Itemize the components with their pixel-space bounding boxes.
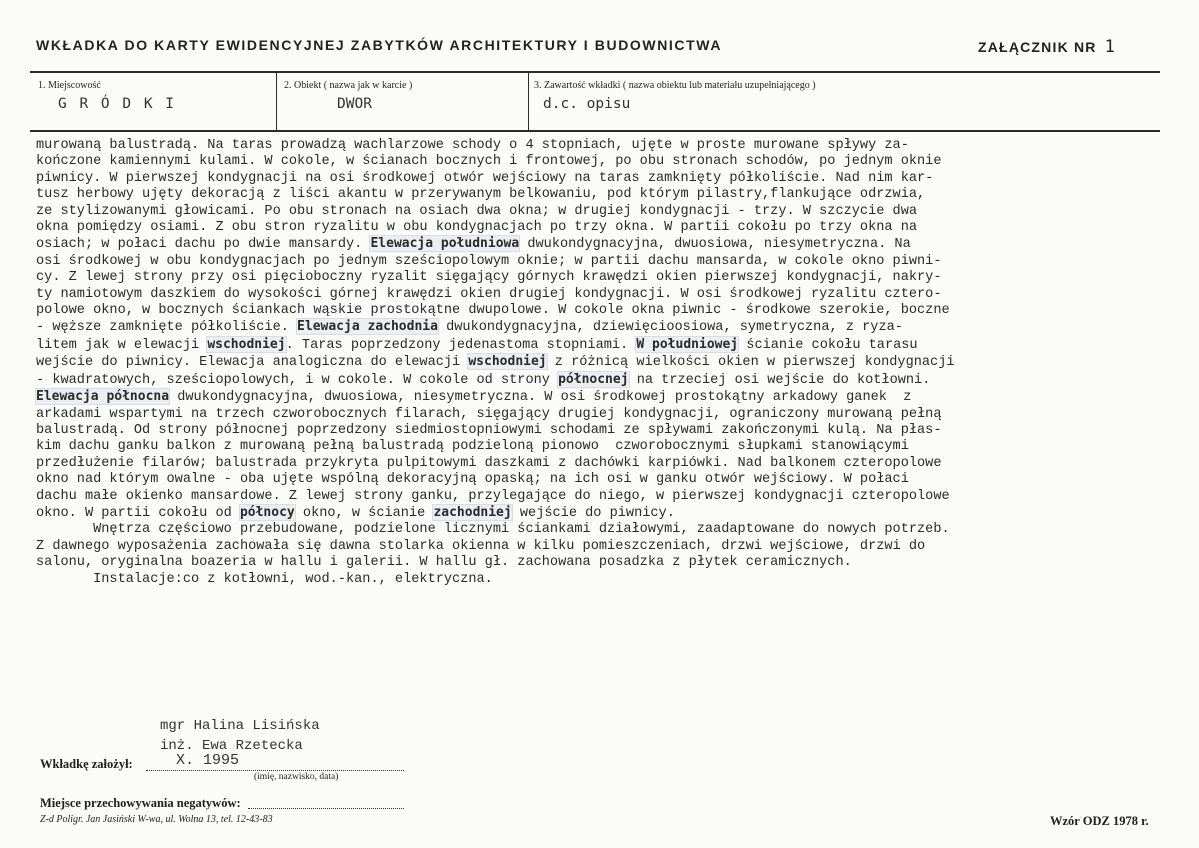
text-segment: dachu małe okienko mansardowe. Z lewej strony ganku, przylegające do niego, w pierwszej kondygnacji czteropolowe: [36, 488, 950, 504]
text-segment: na trzeciej osi wejście do kotłowni.: [628, 372, 931, 388]
text-segment: Instalacje:co z kotłowni, wod.-kan., elektryczna.: [36, 571, 493, 587]
field-separator-1: [276, 72, 277, 130]
text-segment: dwukondygnacyjna, dwuosiowa, niesymetryczna. Na: [519, 237, 911, 253]
text-line: [36, 423, 1196, 439]
header-rule-top: [30, 71, 1160, 73]
text-line: [36, 154, 1196, 170]
negatives-label: Miejsce przechowywania negatywów:: [40, 796, 241, 810]
text-segment: dwukondygnacyjna, dziewięcioosiowa, symetryczna, z ryza-: [437, 320, 903, 336]
highlighted-term: Elewacja południowa: [370, 236, 520, 252]
text-line: [36, 287, 1196, 303]
text-segment: balustradą. Od strony północnej poprzedzony siedmiostopniowymi schodami ze spływami zakończonymi kulą. Na płas-: [36, 422, 942, 438]
field-separator-2: [528, 72, 529, 130]
card-title: WKŁADKA DO KARTY EWIDENCYJNEJ ZABYTKÓW ARCHITEKTURY I BUDOWNICTWA: [36, 37, 723, 53]
locality-label: 1. Miejscowość: [38, 80, 101, 91]
text-line: [36, 319, 1196, 336]
contents-label: 3. Zawartość wkładki ( nazwa obiektu lub materiału uzupełniającego ): [534, 80, 816, 91]
text-segment: ty namiotowym daszkiem do wysokości górnej krawędzi okien drugiej kondygnacji. W osi środkowej ryzalitu cztero-: [36, 286, 942, 302]
text-line: [36, 389, 1196, 406]
printer-info: Z-d Poligr. Jan Jasiński W-wa, ul. Wolna 13, tel. 12-43-83: [40, 814, 273, 825]
created-date: X. 1995: [176, 752, 240, 769]
text-line: [36, 572, 1196, 588]
text-segment: Wnętrza częściowo przebudowane, podzielone licznymi ściankami działowymi, zaadaptowane do nowych potrzeb.: [36, 522, 950, 538]
text-line: [36, 204, 1196, 220]
highlighted-term: północy: [239, 504, 295, 520]
attachment-number: 1: [1104, 37, 1117, 57]
text-segment: wejście do piwnicy.: [511, 505, 675, 521]
locality-value: G R Ó D K I: [58, 96, 177, 112]
text-line: [36, 489, 1196, 505]
text-line: [36, 407, 1196, 423]
text-line: [36, 522, 1196, 538]
text-line: [36, 456, 1196, 472]
text-line: [36, 472, 1196, 488]
text-segment: piwnicy. W pierwszej kondygnacji na osi środkowej otwór wejściowy na taras zamknięty półkoliście. Nad nim kar-: [36, 170, 934, 186]
negatives-dotted-line: [248, 808, 404, 809]
text-line: [36, 270, 1196, 286]
signature-line-2: inż. Ewa Rzetecka: [160, 738, 303, 754]
contents-value: d.c. opisu: [543, 96, 631, 112]
text-segment: z różnicą wielkości okien w pierwszej kondygnacji: [546, 355, 955, 371]
highlighted-term: północnej: [558, 371, 629, 387]
text-segment: dwukondygnacyjna, dwuosiowa, niesymetryczna. W osi środkowej prostokątny arkadowy ganek z: [169, 390, 912, 406]
text-line: [36, 555, 1196, 571]
created-by-label: Wkładkę założył:: [40, 757, 133, 771]
text-segment: tusz herbowy ujęty dekoracją z liści akantu w przerywanym belkowaniu, pod którym pilastry,flankujące odrzwia,: [36, 187, 926, 203]
text-line: [36, 354, 1196, 371]
text-line: [36, 505, 1196, 522]
text-segment: ze stylizowanymi głowicami. Po obu stronach na osiach dwa okna; w drugiej kondygnacji - trzy. W szczycie dwa: [36, 203, 918, 219]
text-segment: kim dachu ganku balkon z murowaną pełną balustradą podzieloną pionowo czworobocznymi słupkami stanowiącymi: [36, 439, 909, 455]
text-segment: okno nad którym owalne - oba ujęte wspólną dekoracyjną opaską; na ich osi w ganku otwór wejściowy. W połaci: [36, 472, 909, 488]
text-line: [36, 539, 1196, 555]
highlighted-term: wschodniej: [468, 354, 547, 370]
text-segment: cy. Z lewej strony przy osi pięcioboczny ryzalit sięgający górnych krawędzi okien pierwszej kondygnacji, nakry-: [36, 270, 942, 286]
text-segment: arkadami wspartymi na trzech czworobocznych filarach, sięgający drugiej kondygnacji, ograniczony murowaną pełną: [36, 406, 942, 422]
form-model: Wzór ODZ 1978 r.: [1050, 814, 1149, 828]
description-text: [36, 138, 1196, 588]
text-segment: Z dawnego wyposażenia zachowała się dawna stolarka okienna w kilku pomieszczeniach, drzwi wejściowe, drzwi do: [36, 538, 926, 554]
text-segment: osi środkowej w obu kondygnacjach po jednym sześciopolowym oknie; w partii dachu mansarda, w cokole okno piwni-: [36, 253, 942, 269]
text-segment: - węższe zamknięte półkoliście.: [36, 320, 298, 336]
text-line: [36, 236, 1196, 253]
attachment-label: [978, 37, 1116, 57]
highlighted-term: W południowej: [636, 336, 739, 352]
text-segment: okna pomiędzy osiami. Z obu stron ryzalitu w obu kondygnacjach po trzy okna. W partii cokołu po trzy okna na: [36, 220, 918, 236]
created-by-dotted-line: [146, 770, 404, 771]
signature-line-1: mgr Halina Lisińska: [160, 718, 320, 734]
text-line: [36, 337, 1196, 354]
text-segment: - kwadratowych, sześciopolowych, i w cokole. W cokole od strony: [36, 372, 559, 388]
text-line: [36, 187, 1196, 203]
text-line: [36, 372, 1196, 389]
text-segment: litem jak w elewacji: [36, 337, 208, 353]
text-segment: ścianie cokołu tarasu: [738, 337, 918, 353]
name-hint: (imię, nazwisko, data): [254, 772, 339, 782]
text-line: [36, 254, 1196, 270]
text-segment: polowe okno, w bocznych ściankach wąskie prostokątne dwupolowe. W cokole okna piwnic - środkowe szerokie, boczne: [36, 303, 950, 319]
highlighted-term: wschodniej: [207, 336, 286, 352]
text-segment: salonu, oryginalna boazeria w hallu i galerii. W hallu gł. zachowana posadzka z płytek ceramicznych.: [36, 555, 852, 571]
text-segment: okno. W partii cokołu od: [36, 505, 240, 521]
text-line: [36, 138, 1196, 154]
attachment-label-text: ZAŁĄCZNIK NR: [978, 39, 1097, 55]
text-segment: kończone kamiennymi kulami. W cokole, w ścianach bocznych i frontowej, po obu stronach schodów, po jednym oknie: [36, 154, 942, 170]
text-segment: wejście do piwnicy. Elewacja analogiczna do elewacji: [36, 355, 469, 371]
text-segment: przedłużenie filarów; balustrada przykryta pulpitowymi daszkami z dachówki karpiówki. Nad balkonem czteropolowe: [36, 455, 942, 471]
header-rule-bottom: [30, 130, 1160, 132]
text-line: [36, 303, 1196, 319]
highlighted-term: Elewacja zachodnia: [297, 319, 438, 335]
text-line: [36, 171, 1196, 187]
highlighted-term: zachodniej: [433, 504, 512, 520]
text-segment: okno, w ścianie: [294, 505, 434, 521]
text-line: [36, 220, 1196, 236]
text-segment: osiach; w połaci dachu po dwie mansardy.: [36, 237, 371, 253]
object-label: 2. Obiekt ( nazwa jak w karcie ): [284, 80, 413, 91]
object-value: DWOR: [337, 96, 372, 112]
highlighted-term: Elewacja północna: [36, 389, 170, 405]
text-segment: . Taras poprzedzony jedenastoma stopniami.: [285, 337, 637, 353]
text-line: [36, 439, 1196, 455]
text-segment: murowaną balustradą. Na taras prowadzą wachlarzowe schody o 4 stopniach, ujęte w proste murowane spływy za-: [36, 138, 909, 153]
